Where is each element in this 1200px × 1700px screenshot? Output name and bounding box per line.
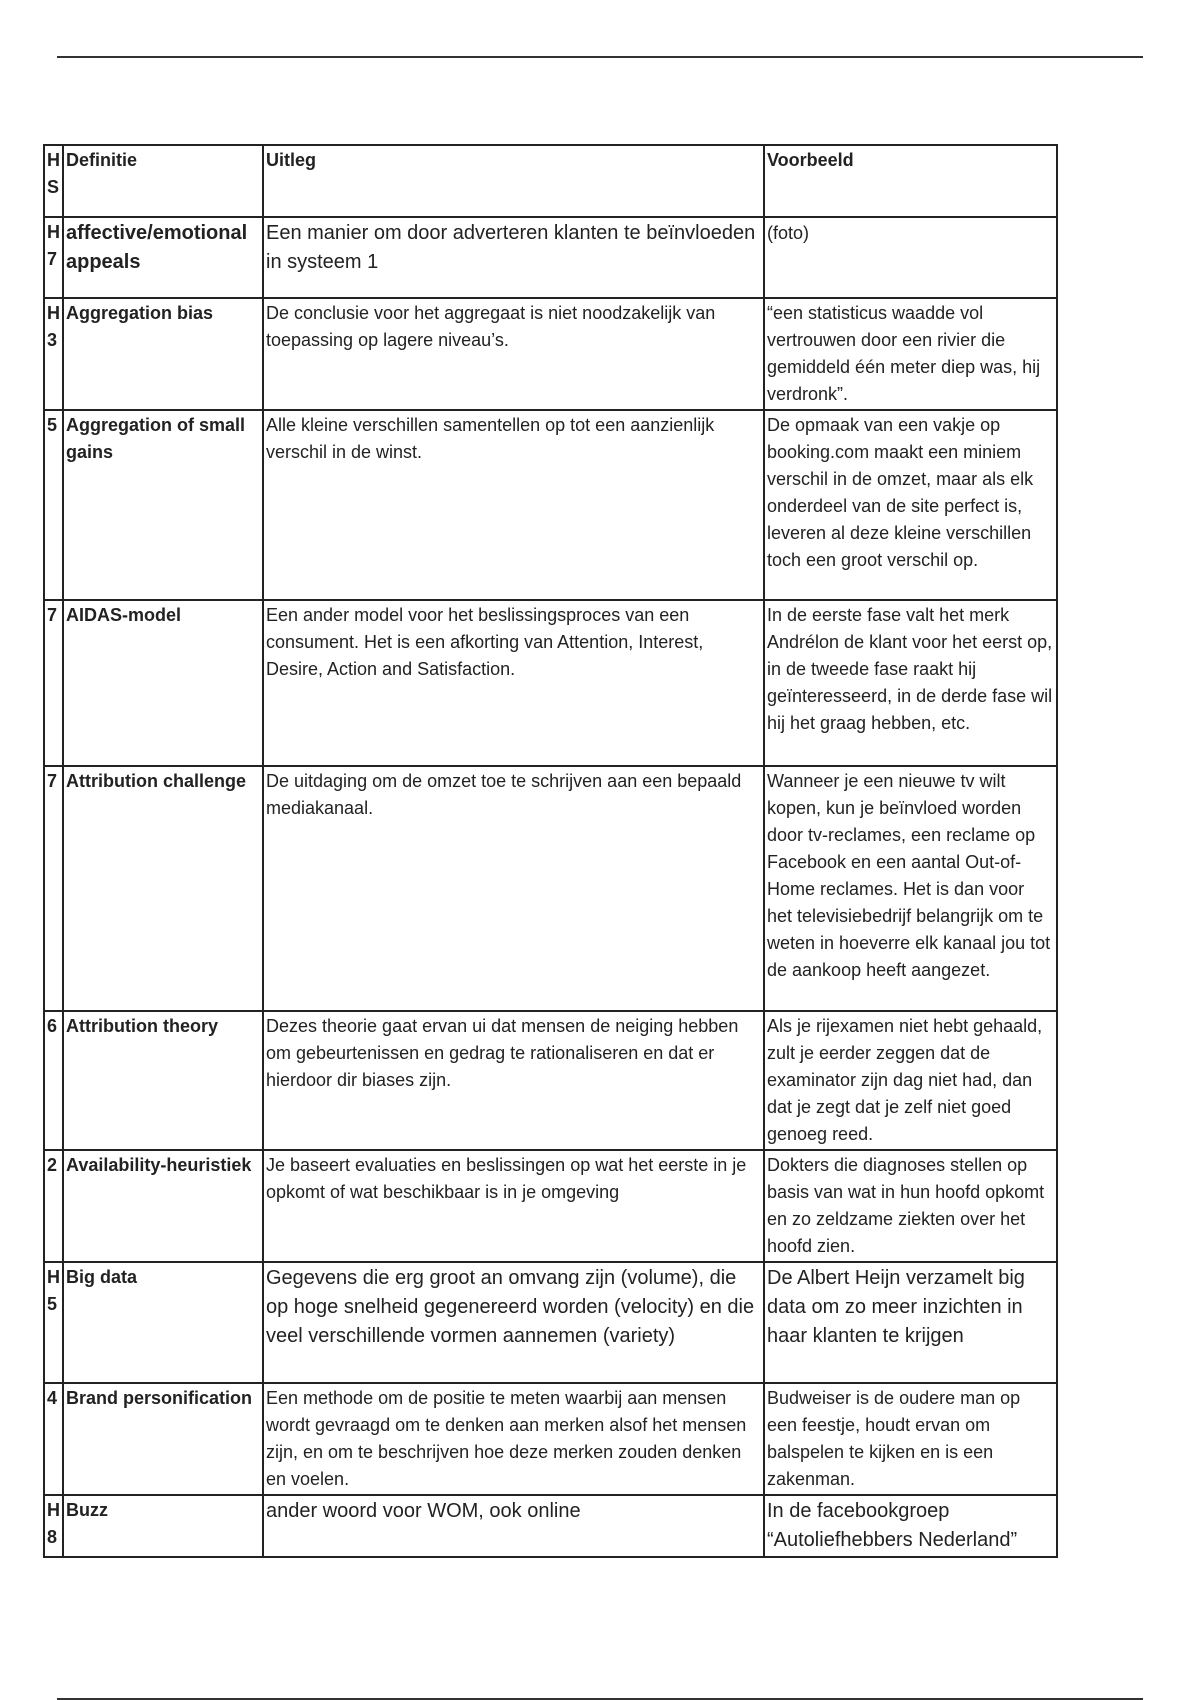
row-hs: 7 [44, 600, 63, 766]
row-voorbeeld: (foto) [764, 217, 1057, 298]
header-definitie: Definitie [63, 145, 263, 217]
row-definitie: Aggregation of small gains [63, 410, 263, 600]
row-uitleg: Je baseert evaluaties en beslissingen op wat het eerste in je opkomt of wat beschikbaar is in je omgeving [263, 1150, 764, 1262]
row-voorbeeld: De Albert Heijn verzamelt big data om zo meer inzichten in haar klanten te krijgen [764, 1262, 1057, 1383]
row-uitleg: Dezes theorie gaat ervan ui dat mensen de neiging hebben om gebeurtenissen en gedrag te rationaliseren en dat er hierdoor dir biases zijn. [263, 1011, 764, 1150]
table-row [44, 766, 1057, 1011]
row-hs: 7 [44, 766, 63, 1011]
row-hs: H7 [44, 217, 63, 298]
header-voorbeeld: Voorbeeld [764, 145, 1057, 217]
row-definitie: Availability-heuristiek [63, 1150, 263, 1262]
row-voorbeeld: De opmaak van een vakje op booking.com maakt een miniem verschil in de omzet, maar als elk onderdeel van de site perfect is, leveren al deze kleine verschillen toch een groot verschil op. [764, 410, 1057, 600]
row-definitie: Attribution theory [63, 1011, 263, 1150]
row-voorbeeld: In de eerste fase valt het merk Andrélon de klant voor het eerst op, in de tweede fase raakt hij geïnteresseerd, in de derde fase wil hij het graag hebben, etc. [764, 600, 1057, 766]
row-voorbeeld: Wanneer je een nieuwe tv wilt kopen, kun je beïnvloed worden door tv-reclames, een reclame op Facebook en een aantal Out-of-Home reclames. Het is dan voor het televisiebedrijf belangrijk om te weten in hoeverre elk kanaal jou tot de aankoop heeft aangezet. [764, 766, 1057, 1011]
table-row [44, 217, 1057, 298]
row-definitie: affective/emotional appeals [63, 217, 263, 298]
row-uitleg: Een methode om de positie te meten waarbij aan mensen wordt gevraagd om te denken aan merken alsof het mensen zijn, en om te beschrijven hoe deze merken zouden denken en voelen. [263, 1383, 764, 1495]
table-header-row [44, 145, 1057, 217]
row-hs: 6 [44, 1011, 63, 1150]
row-hs: H8 [44, 1495, 63, 1557]
table-row [44, 1383, 1057, 1495]
row-uitleg: Een ander model voor het beslissingsproces van een consument. Het is een afkorting van Attention, Interest, Desire, Action and Satisfaction. [263, 600, 764, 766]
row-hs: H3 [44, 298, 63, 410]
glossary-table [43, 144, 1058, 1558]
row-voorbeeld: Budweiser is de oudere man op een feestje, houdt ervan om balspelen te kijken en is een zakenman. [764, 1383, 1057, 1495]
row-definitie: Aggregation bias [63, 298, 263, 410]
table-row [44, 1262, 1057, 1383]
header-hs: HS [44, 145, 63, 217]
header-uitleg: Uitleg [263, 145, 764, 217]
row-voorbeeld: Als je rijexamen niet hebt gehaald, zult je eerder zeggen dat de examinator zijn dag niet had, dan dat je zegt dat je zelf niet goed genoeg reed. [764, 1011, 1057, 1150]
table-row [44, 600, 1057, 766]
row-uitleg: Alle kleine verschillen samentellen op tot een aanzienlijk verschil in de winst. [263, 410, 764, 600]
table-row [44, 298, 1057, 410]
table-row [44, 1011, 1057, 1150]
row-uitleg: Een manier om door adverteren klanten te beïnvloeden in systeem 1 [263, 217, 764, 298]
top-rule [57, 56, 1143, 58]
row-hs: 2 [44, 1150, 63, 1262]
row-hs: 4 [44, 1383, 63, 1495]
row-uitleg: ander woord voor WOM, ook online [263, 1495, 764, 1557]
row-definitie: Brand personification [63, 1383, 263, 1495]
row-uitleg: De uitdaging om de omzet toe te schrijven aan een bepaald mediakanaal. [263, 766, 764, 1011]
row-voorbeeld: Dokters die diagnoses stellen op basis van wat in hun hoofd opkomt en zo zeldzame ziekten over het hoofd zien. [764, 1150, 1057, 1262]
row-uitleg: Gegevens die erg groot an omvang zijn (volume), die op hoge snelheid gegenereerd worden (velocity) en die veel verschillende vormen aannemen (variety) [263, 1262, 764, 1383]
row-definitie: AIDAS-model [63, 600, 263, 766]
table-row [44, 1150, 1057, 1262]
row-definitie: Big data [63, 1262, 263, 1383]
table-row [44, 410, 1057, 600]
row-definitie: Attribution challenge [63, 766, 263, 1011]
row-uitleg: De conclusie voor het aggregaat is niet noodzakelijk van toepassing op lagere niveau’s. [263, 298, 764, 410]
row-voorbeeld: In de facebookgroep “Autoliefhebbers Nederland” [764, 1495, 1057, 1557]
row-hs: H5 [44, 1262, 63, 1383]
row-definitie: Buzz [63, 1495, 263, 1557]
row-voorbeeld: “een statisticus waadde vol vertrouwen door een rivier die gemiddeld één meter diep was, hij verdronk”. [764, 298, 1057, 410]
row-hs: 5 [44, 410, 63, 600]
table-row [44, 1495, 1057, 1557]
